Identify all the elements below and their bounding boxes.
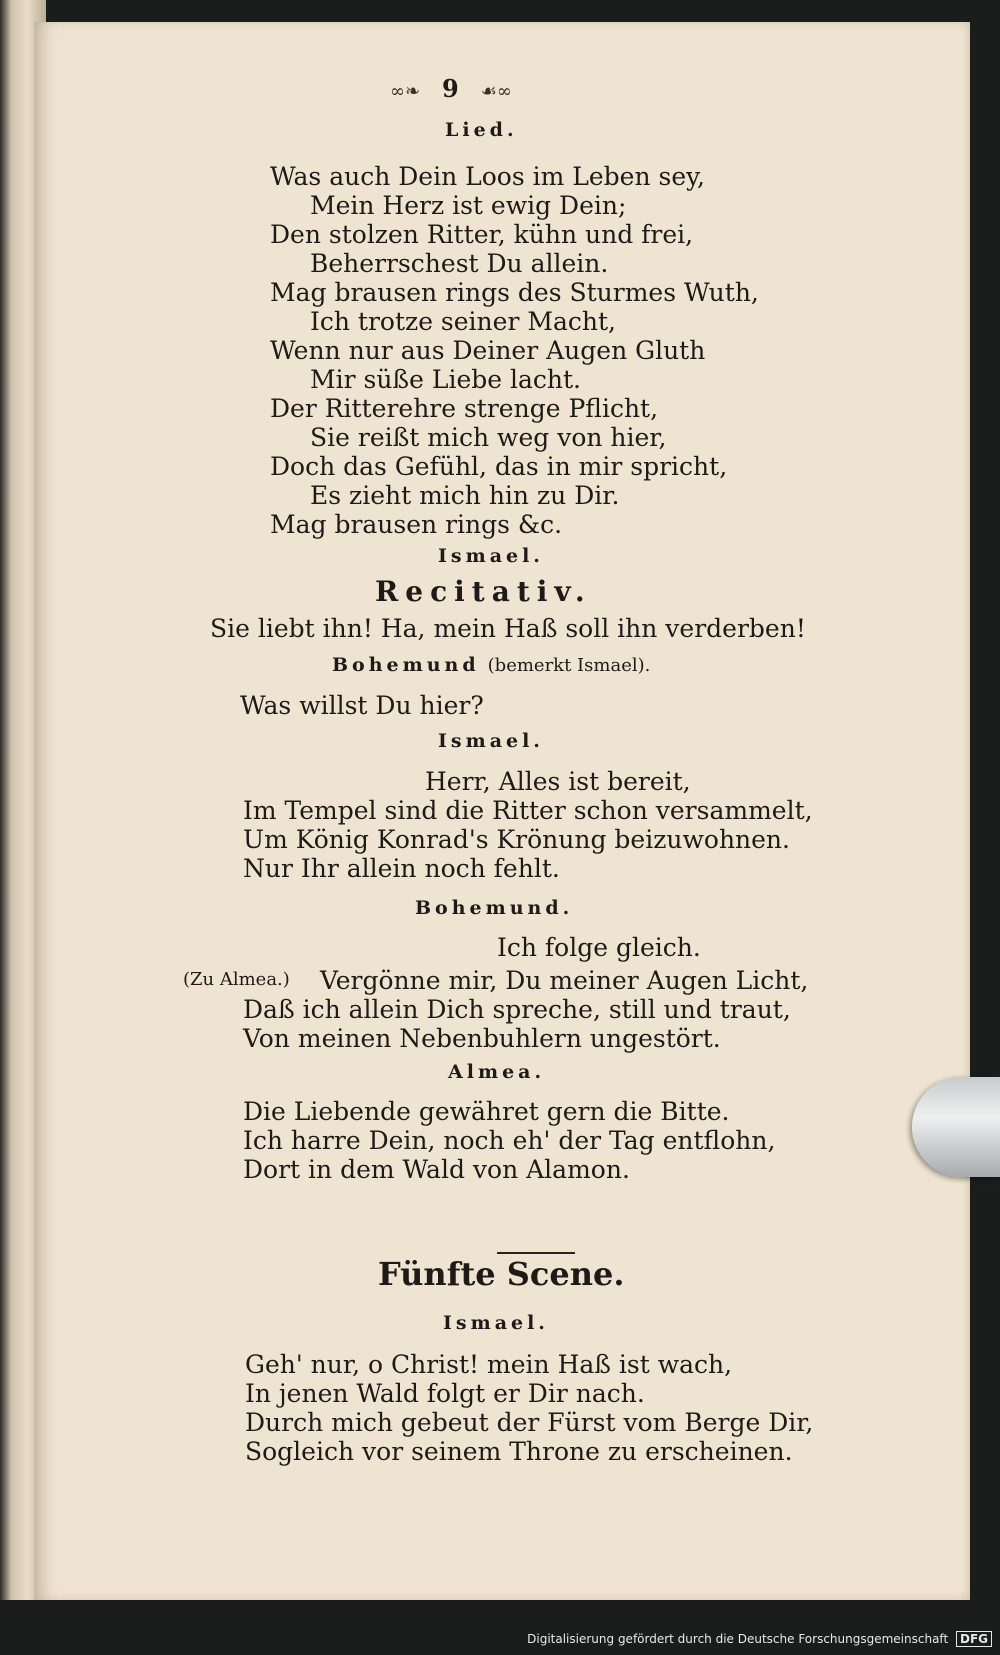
line-text: Ismael. <box>443 1312 549 1334</box>
verse-line <box>270 396 658 421</box>
verse-line <box>245 1410 813 1435</box>
line-text: Almea. <box>448 1061 546 1083</box>
line-text: Dort in dem Wald von Alamon. <box>243 1155 630 1184</box>
digitization-credit <box>527 1632 992 1646</box>
line-text: Es zieht mich hin zu Dir. <box>310 481 620 510</box>
line-text: Um König Konrad's Krönung beizuwohnen. <box>243 825 790 854</box>
scene-divider <box>497 1252 575 1254</box>
section-heading <box>375 575 592 608</box>
line-text: In jenen Wald folgt er Dir nach. <box>245 1379 645 1408</box>
verse-line <box>245 1381 645 1406</box>
line-text: Herr, Alles ist bereit, <box>425 767 691 796</box>
line-text: Ich harre Dein, noch eh' der Tag entflohn, <box>243 1126 776 1155</box>
line-text: Die Liebende gewähret gern die Bitte. <box>243 1097 730 1126</box>
line-text: Im Tempel sind die Ritter schon versammelt, <box>243 796 813 825</box>
ornament-right-icon: ☙∞ <box>480 81 512 102</box>
line-text: Nur Ihr allein noch fehlt. <box>243 854 560 883</box>
line-text: Mein Herz ist ewig Dein; <box>310 191 627 220</box>
line-text: Beherrschest Du allein. <box>310 249 609 278</box>
speaker-label <box>448 1063 545 1082</box>
verse-line <box>320 968 808 993</box>
line-text: (Zu Almea.) <box>183 969 290 990</box>
dfg-logo-icon: DFG <box>956 1631 992 1647</box>
line-text: Lied. <box>445 119 518 141</box>
book-page <box>34 22 970 1600</box>
line-text: Von meinen Nebenbuhlern ungestört. <box>243 1024 721 1053</box>
verse-line <box>310 309 616 334</box>
line-text: Sie liebt ihn! Ha, mein Haß soll ihn verderben! <box>210 614 806 643</box>
verse-line <box>245 1439 793 1464</box>
line-text: Sie reißt mich weg von hier, <box>310 423 667 452</box>
line-text: Durch mich gebeut der Fürst vom Berge Dir, <box>245 1408 814 1437</box>
verse-line <box>310 425 666 450</box>
line-text: Bohemund <box>332 654 480 676</box>
line-text: Vergönne mir, Du meiner Augen Licht, <box>320 966 809 995</box>
verse-line <box>270 512 562 537</box>
verse-line <box>310 367 581 392</box>
verse-line <box>270 338 705 363</box>
verse-line <box>243 997 791 1022</box>
line-text: Fünfte Scene. <box>378 1255 625 1293</box>
verse-line <box>243 1128 775 1153</box>
speaker-label <box>332 656 650 675</box>
verse-line <box>497 935 701 960</box>
page-number-header <box>390 76 512 101</box>
line-text: Ich folge gleich. <box>497 933 701 962</box>
verse-line <box>310 483 619 508</box>
verse-line <box>270 164 705 189</box>
verse-line <box>243 1099 730 1124</box>
line-text: Was auch Dein Loos im Leben sey, <box>270 162 705 191</box>
verse-line <box>270 280 759 305</box>
verse-line <box>310 193 626 218</box>
stage-note: (bemerkt Ismael). <box>487 655 651 676</box>
verse-line <box>243 856 560 881</box>
line-text: Mag brausen rings des Sturmes Wuth, <box>270 278 759 307</box>
credit-text: Digitalisierung gefördert durch die Deutsche Forschungsgemeinschaft <box>527 1632 949 1646</box>
verse-line <box>240 693 484 718</box>
speaker-label <box>443 1314 549 1333</box>
line-text: Ismael. <box>438 545 544 567</box>
verse-line <box>270 454 727 479</box>
stage-direction <box>183 971 290 989</box>
speaker-label <box>445 121 518 140</box>
line-text: Geh' nur, o Christ! mein Haß ist wach, <box>245 1350 733 1379</box>
line-text: Daß ich allein Dich spreche, still und traut, <box>243 995 791 1024</box>
verse-line <box>270 222 693 247</box>
line-text: Mir süße Liebe lacht. <box>310 365 581 394</box>
speaker-label <box>438 732 544 751</box>
line-text: Sogleich vor seinem Throne zu erscheinen. <box>245 1437 793 1466</box>
verse-line <box>243 798 813 823</box>
page-number: 9 <box>442 74 459 103</box>
line-text: Was willst Du hier? <box>240 691 484 720</box>
speaker-label <box>415 899 573 918</box>
verse-line <box>310 251 608 276</box>
line-text: Doch das Gefühl, das in mir spricht, <box>270 452 728 481</box>
verse-line <box>425 769 691 794</box>
scene-title <box>378 1255 625 1293</box>
verse-line <box>210 616 806 641</box>
line-text: Recitativ. <box>375 575 592 608</box>
verse-line <box>243 827 790 852</box>
line-text: Wenn nur aus Deiner Augen Gluth <box>270 336 706 365</box>
line-text: Ismael. <box>438 730 544 752</box>
line-text: Bohemund. <box>415 897 574 919</box>
line-text: Den stolzen Ritter, kühn und frei, <box>270 220 694 249</box>
line-text: Der Ritterehre strenge Pflicht, <box>270 394 659 423</box>
verse-line <box>243 1026 721 1051</box>
line-text: Ich trotze seiner Macht, <box>310 307 616 336</box>
verse-line <box>243 1157 630 1182</box>
line-text: Mag brausen rings &c. <box>270 510 563 539</box>
ornament-left-icon: ∞❧ <box>390 81 421 102</box>
verse-line <box>245 1352 732 1377</box>
speaker-label <box>438 547 544 566</box>
